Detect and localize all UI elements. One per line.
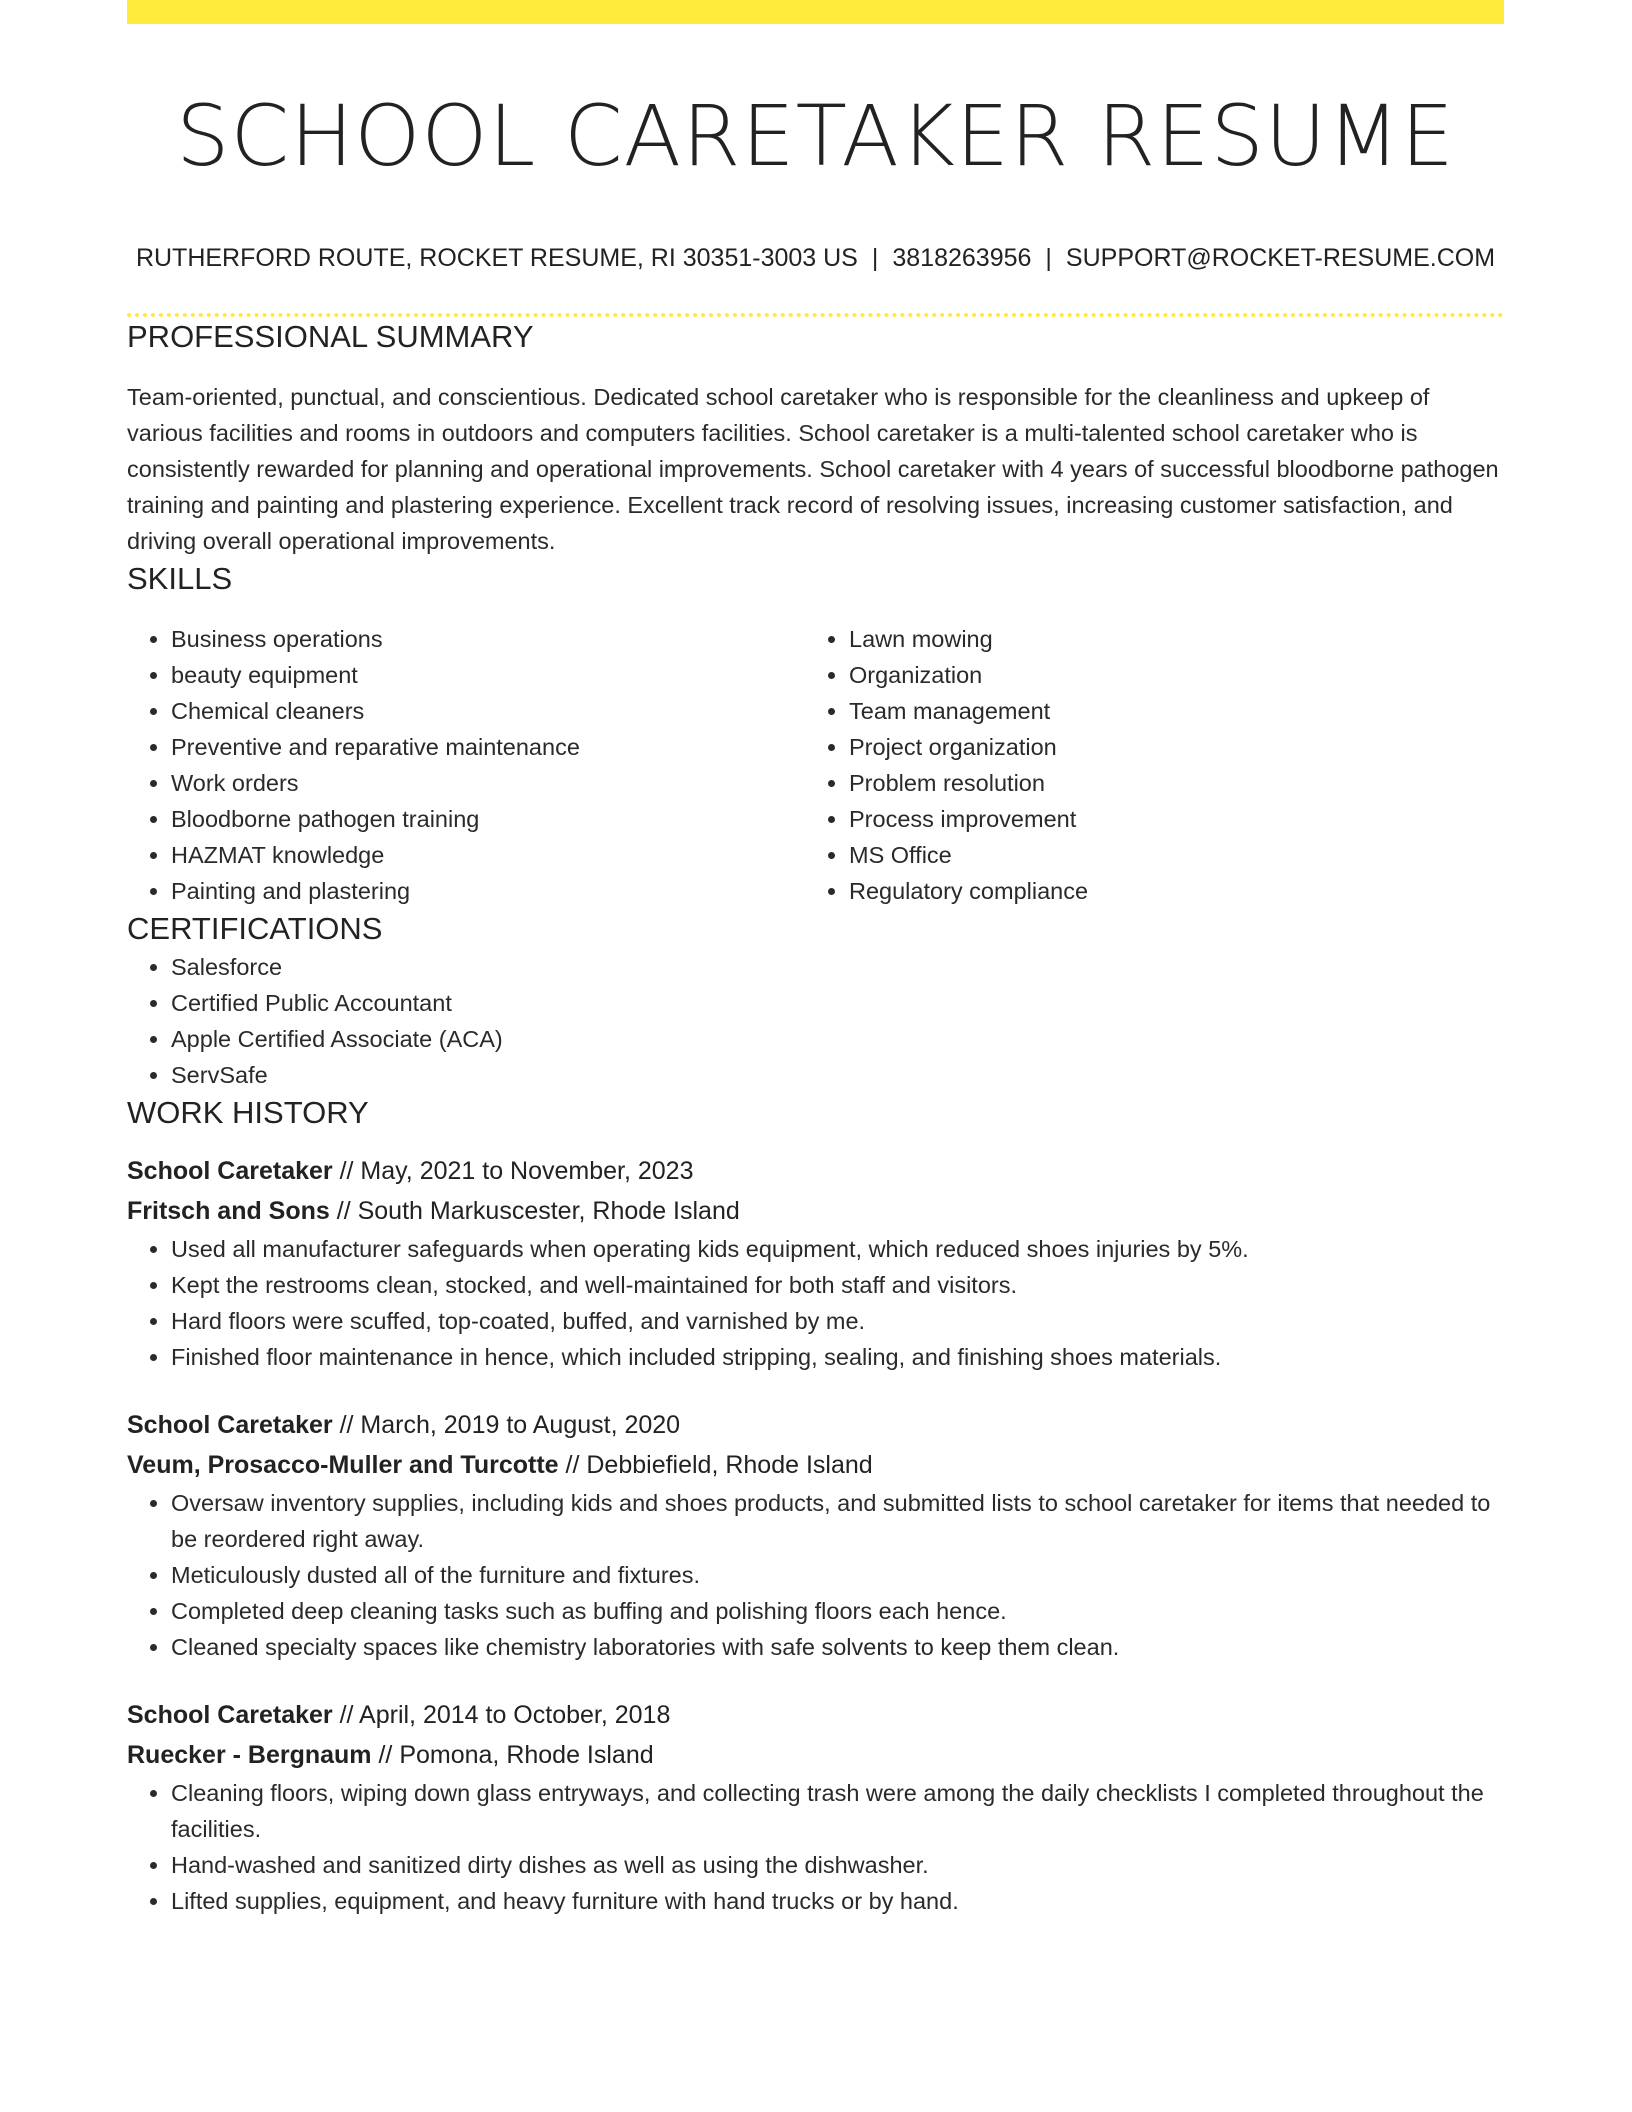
job-company: Veum, Prosacco-Muller and Turcotte (127, 1451, 559, 1479)
job-title: School Caretaker (127, 1157, 333, 1185)
job-bullet: • Used all manufacturer safeguards when operating kids equipment, which reduced shoes injuries by 5%. (171, 1231, 1504, 1267)
contact-address: RUTHERFORD ROUTE, ROCKET RESUME, RI 30351-3003 US (135, 244, 858, 272)
skill-item: • Problem resolution (849, 765, 1483, 801)
job-bullet: • Hand-washed and sanitized dirty dishes as well as using the dishwasher. (171, 1847, 1504, 1883)
skill-item: • Regulatory compliance (849, 873, 1483, 909)
certifications-heading: CERTIFICATIONS (127, 911, 383, 946)
job-company: Fritsch and Sons (127, 1197, 330, 1225)
summary-heading: PROFESSIONAL SUMMARY (127, 319, 534, 354)
skill-item: • MS Office (849, 837, 1483, 873)
skill-item: • Work orders (171, 765, 805, 801)
skills-list-left (127, 621, 805, 909)
job-company-line (127, 1445, 1504, 1485)
contact-line (127, 242, 1504, 274)
skill-item: • Team management (849, 693, 1483, 729)
job-location: // South Markuscester, Rhode Island (329, 1197, 740, 1225)
job-bullet: • Cleaned specialty spaces like chemistry laboratories with safe solvents to keep them clean. (171, 1629, 1504, 1665)
contact-separator: | (871, 244, 879, 272)
certification-item: • Salesforce (171, 949, 1504, 985)
job-bullet: • Kept the restrooms clean, stocked, and well-maintained for both staff and visitors. (171, 1267, 1504, 1303)
job-bullet: • Lifted supplies, equipment, and heavy furniture with hand trucks or by hand. (171, 1883, 1504, 1919)
page-title: SCHOOL CARETAKER RESUME (176, 87, 1455, 185)
job-location: // Debbiefield, Rhode Island (558, 1451, 873, 1479)
skill-item: • HAZMAT knowledge (171, 837, 805, 873)
skill-item: • Project organization (849, 729, 1483, 765)
job-company-line (127, 1191, 1504, 1231)
skill-item: • Organization (849, 657, 1483, 693)
skill-item: • Business operations (171, 621, 805, 657)
skills-heading: SKILLS (127, 561, 233, 596)
contact-email: SUPPORT@ROCKET-RESUME.COM (1065, 244, 1496, 272)
skills-columns (127, 621, 1504, 909)
job-dates: // April, 2014 to October, 2018 (332, 1701, 671, 1729)
job-bullet: • Completed deep cleaning tasks such as buffing and polishing floors each hence. (171, 1593, 1504, 1629)
job-dates: // May, 2021 to November, 2023 (332, 1157, 694, 1185)
job-location: // Pomona, Rhode Island (371, 1741, 654, 1769)
skill-item: • Bloodborne pathogen training (171, 801, 805, 837)
certification-item: • Certified Public Accountant (171, 985, 1504, 1021)
certification-item: • Apple Certified Associate (ACA) (171, 1021, 1504, 1057)
job-company-line (127, 1735, 1504, 1775)
skill-item: • Process improvement (849, 801, 1483, 837)
skills-list-right (805, 621, 1483, 909)
job-title-line (127, 1695, 1504, 1735)
job-bullet: • Hard floors were scuffed, top-coated, buffed, and varnished by me. (171, 1303, 1504, 1339)
certifications-list (127, 949, 1504, 1093)
work-history-heading: WORK HISTORY (127, 1095, 369, 1130)
job-title-line (127, 1405, 1504, 1445)
contact-separator: | (1045, 244, 1052, 272)
job-title: School Caretaker (127, 1701, 333, 1729)
contact-phone: 3818263956 (892, 244, 1032, 272)
job-entry (127, 1405, 1504, 1665)
summary-text: Team-oriented, punctual, and conscientious. Dedicated school caretaker who is responsible for the cleanliness and upkeep of various facilities and rooms in outdoors and computers facilities. School caretaker is a multi-talented school caretaker who is consistently rewarded for planning and operational improvements. School caretaker with 4 years of successful bloodborne pathogen training and painting and plastering experience. Excellent track record of resolving issues, increasing customer satisfaction, and driving overall operational improvements. (127, 384, 1499, 554)
job-title-line (127, 1151, 1504, 1191)
job-bullet: • Cleaning floors, wiping down glass entryways, and collecting trash were among the daily checklists I completed throughout the facilities. (171, 1775, 1504, 1847)
job-title: School Caretaker (127, 1411, 333, 1439)
top-accent-bar (127, 0, 1504, 24)
job-bullets (127, 1485, 1504, 1665)
resume-page (127, 0, 1504, 1919)
certification-item: • ServSafe (171, 1057, 1504, 1093)
job-company: Ruecker - Bergnaum (127, 1741, 372, 1769)
job-bullet: • Finished floor maintenance in hence, which included stripping, sealing, and finishing shoes materials. (171, 1339, 1504, 1375)
job-entry (127, 1151, 1504, 1375)
job-bullets (127, 1231, 1504, 1375)
skill-item: • Lawn mowing (849, 621, 1483, 657)
job-dates: // March, 2019 to August, 2020 (332, 1411, 681, 1439)
skill-item: • Preventive and reparative maintenance (171, 729, 805, 765)
job-bullets (127, 1775, 1504, 1919)
skill-item: • beauty equipment (171, 657, 805, 693)
skill-item: • Chemical cleaners (171, 693, 805, 729)
job-entry (127, 1695, 1504, 1919)
job-bullet: • Oversaw inventory supplies, including kids and shoes products, and submitted lists to school caretaker for items that needed to be reordered right away. (171, 1485, 1504, 1557)
skill-item: • Painting and plastering (171, 873, 805, 909)
job-bullet: • Meticulously dusted all of the furniture and fixtures. (171, 1557, 1504, 1593)
